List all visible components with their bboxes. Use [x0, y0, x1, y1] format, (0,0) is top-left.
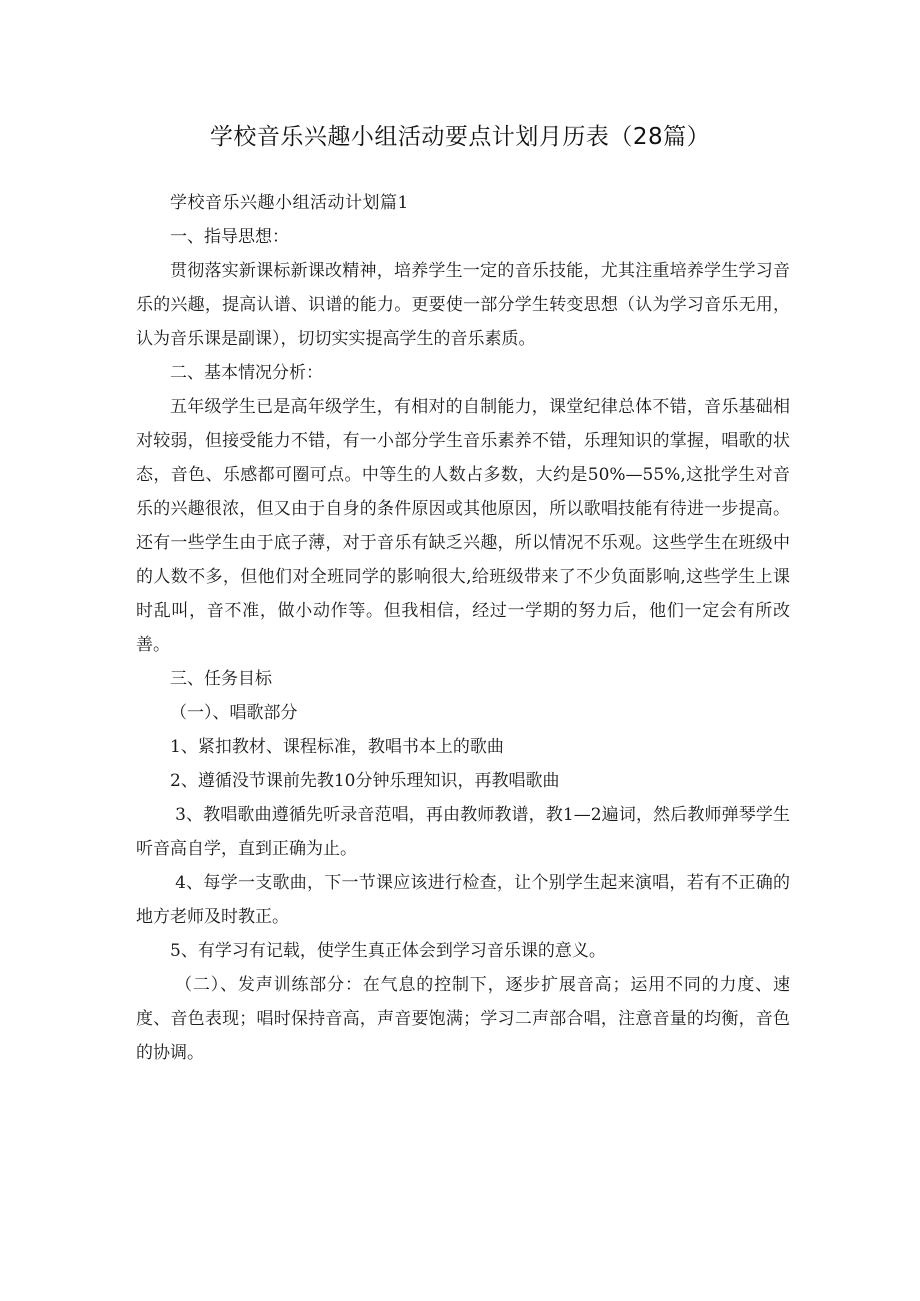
- document-body: [136, 186, 790, 1070]
- list-item-3: 3、教唱歌曲遵循先听录音范唱，再由教师教谱，教1—2遍词，然后教师弹琴学生听音高自学，直到正确为止。: [136, 805, 790, 859]
- section-heading-situation-analysis: 二、基本情况分析：: [170, 363, 323, 383]
- list-item-4: 4、每学一支歌曲，下一节课应该进行检查，让个别学生起来演唱，若有不正确的地方老师及时教正。: [136, 873, 790, 927]
- section-heading-article: 学校音乐兴趣小组活动计划篇1: [170, 193, 409, 213]
- list-item-5: 5、有学习有记载，使学生真正体会到学习音乐课的意义。: [170, 941, 606, 961]
- paragraph-guiding-thought: 贯彻落实新课标新课改精神，培养学生一定的音乐技能，尤其注重培养学生学习音乐的兴趣，提高认谱、识谱的能力。更要使一部分学生转变思想（认为学习音乐无用，认为音乐课是副课），切切实实提高学生的音乐素质。: [136, 261, 790, 349]
- document-title: 学校音乐兴趣小组活动要点计划月历表（28篇）: [209, 124, 711, 150]
- paragraph-vocal-training: （二）、发声训练部分：在气息的控制下，逐步扩展音高；运用不同的力度、速度、音色表现；唱时保持音高，声音要饱满；学习二声部合唱，注意音量的均衡，音色的协调。: [136, 975, 790, 1063]
- subsection-heading-singing: （一）、唱歌部分: [170, 703, 298, 723]
- section-heading-task-goals: 三、任务目标: [170, 669, 272, 689]
- paragraph-situation-analysis: 五年级学生已是高年级学生，有相对的自制能力，课堂纪律总体不错，音乐基础相对较弱，但接受能力不错，有一小部分学生音乐素养不错，乐理知识的掌握，唱歌的状态，音色、乐感都可圈可点。中等生的人数占多数，大约是50%—55%,这批学生对音乐的兴趣很浓，但又由于自身的条件原因或其他原因，所以歌唱技能有待进一步提高。还有一些学生由于底子薄，对于音乐有缺乏兴趣，所以情况不乐观。这些学生在班级中的人数不多，但他们对全班同学的影响很大,给班级带来了不少负面影响,这些学生上课时乱叫，音不准，做小动作等。但我相信，经过一学期的努力后，他们一定会有所改善。: [136, 397, 790, 655]
- list-item-2: 2、遵循没节课前先教10分钟乐理知识，再教唱歌曲: [170, 771, 560, 791]
- section-heading-guiding-thought: 一、指导思想：: [170, 227, 289, 247]
- list-item-1: 1、紧扣教材、课程标准，教唱书本上的歌曲: [170, 737, 504, 757]
